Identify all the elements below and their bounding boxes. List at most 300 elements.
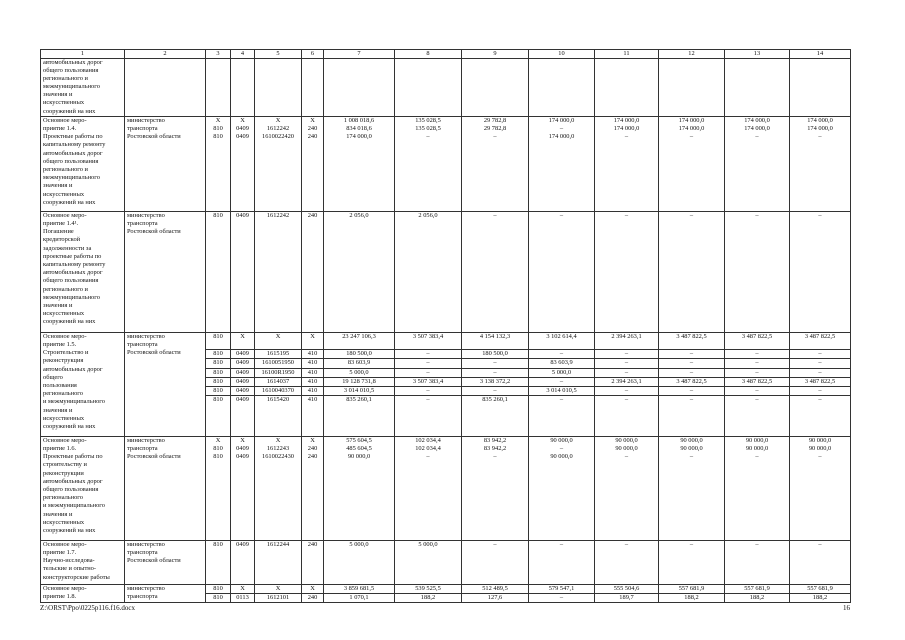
cell-line (326, 341, 392, 349)
table-cell (125, 436, 206, 540)
cell-line: 188,2 (395, 593, 461, 602)
table-cell (125, 58, 206, 116)
cell-line: и межмуниципального (43, 398, 105, 406)
cell-line: 127,6 (462, 593, 528, 602)
cell-line: 0409 (231, 395, 254, 404)
table-cell (395, 58, 462, 116)
cell-line: автомобильных дорог (43, 269, 103, 277)
cell-line: 539 525,5 (415, 584, 441, 592)
table-cell (302, 116, 324, 211)
cell-line: общего пользования (43, 485, 99, 493)
table-cell (206, 211, 231, 332)
cell-line: 188,2 (725, 593, 789, 602)
cell-line: проектные работы по (43, 252, 102, 260)
cell-line (727, 341, 787, 349)
cell-line: 174 000,0 (807, 125, 833, 132)
table-row (41, 436, 851, 540)
cell-line: 810 (213, 584, 223, 592)
cell-line: 810 (213, 133, 223, 141)
page-footer (40, 604, 850, 614)
cell-line: 83 603,9 (324, 358, 394, 367)
table-cell (206, 540, 231, 584)
table-cell (324, 211, 395, 332)
cell-line: – (689, 540, 694, 548)
table-cell (395, 540, 462, 584)
cell-line: 90 000,0 (615, 445, 638, 452)
cell-line: 3 487 822,5 (725, 377, 789, 386)
table-cell (790, 116, 851, 211)
cell-line: – (529, 593, 594, 602)
cell-line: – (755, 133, 759, 141)
cell-line: – (818, 453, 822, 461)
cell-line: – (725, 368, 789, 377)
cell-line: Основное меро- (43, 332, 87, 340)
table-cell (255, 584, 302, 602)
cell-line: – (493, 133, 497, 141)
table-cell (125, 116, 206, 211)
table-cell (790, 540, 851, 584)
cell-line: 0409 (231, 358, 254, 367)
column-number-12: 12 (659, 50, 725, 59)
cell-line: – (559, 125, 564, 132)
cell-line: значения и (43, 510, 73, 518)
column-number-4: 4 (231, 50, 255, 59)
cell-line: 174 000,0 (678, 116, 705, 124)
cell-line: 5 000,0 (324, 368, 394, 377)
cell-line: X (275, 436, 281, 444)
cell-line: 1614037 (255, 377, 301, 386)
table-cell (125, 332, 206, 436)
cell-line: 135 028,5 (415, 116, 441, 124)
cell-line: 83 942,2 (483, 436, 507, 444)
table-cell (206, 584, 231, 602)
cell-line: 810 (213, 125, 223, 132)
table-cell (529, 584, 595, 602)
cell-line: регионального (43, 390, 83, 398)
cell-line: регионального и (43, 74, 88, 82)
table-cell (255, 116, 302, 211)
table-cell (462, 58, 529, 116)
cell-line: 1 008 018,6 (343, 116, 375, 124)
table-cell (529, 211, 595, 332)
table-cell (324, 540, 395, 584)
table-cell (659, 58, 725, 116)
table-cell (725, 116, 790, 211)
table-cell (790, 211, 851, 332)
cell-line: 3 014 010,5 (529, 386, 594, 395)
cell-line: реконструкции (43, 469, 84, 477)
cell-line: – (755, 540, 759, 548)
cell-line: межмуниципального (43, 83, 100, 91)
table-row (41, 332, 851, 436)
cell-line: 90 000,0 (550, 436, 573, 444)
table-body (41, 58, 851, 603)
cell-line: сооружений на них (43, 526, 96, 534)
table-cell (725, 436, 790, 540)
column-number-6: 6 (302, 50, 324, 59)
table-cell (595, 584, 659, 602)
cell-line: 174 000,0 (744, 116, 770, 124)
table-cell (41, 436, 125, 540)
table-cell (231, 58, 255, 116)
table-cell (659, 540, 725, 584)
cell-line: министерство (127, 436, 165, 444)
cell-line: X (215, 436, 221, 444)
table-cell (659, 332, 725, 436)
cell-line: 29 782,8 (483, 116, 507, 124)
table-cell (231, 584, 255, 602)
cell-line: X (275, 116, 281, 124)
cell-line: – (755, 211, 759, 219)
cell-line: 2 056,0 (418, 211, 438, 219)
cell-line: 3 487 822,5 (676, 332, 707, 340)
cell-line: 2 394 263,1 (595, 377, 658, 386)
cell-line: 174 000,0 (613, 116, 640, 124)
cell-line: 557 681,9 (678, 584, 705, 592)
cell-line: – (755, 453, 759, 461)
table-cell (206, 116, 231, 211)
cell-line: – (595, 395, 658, 404)
table-cell (395, 211, 462, 332)
column-number-14: 14 (790, 50, 851, 59)
cell-line: 4 154 132,3 (479, 332, 511, 340)
table-cell (659, 211, 725, 332)
cell-line: – (595, 386, 658, 395)
cell-line (233, 341, 252, 349)
table-cell (725, 584, 790, 602)
cell-line (531, 341, 592, 349)
cell-line: 810 (206, 395, 230, 404)
table-cell (659, 584, 725, 602)
cell-line: X (240, 116, 245, 124)
table-cell (41, 116, 125, 211)
table-cell (231, 211, 255, 332)
table-cell (324, 584, 395, 602)
table-cell (41, 584, 125, 602)
cell-line: 0409 (231, 386, 254, 395)
cell-line: 810 (206, 593, 230, 602)
cell-line: 575 604,5 (346, 436, 372, 444)
table-cell (529, 540, 595, 584)
table-cell (125, 211, 206, 332)
cell-line: 1615420 (255, 395, 301, 404)
table-cell (725, 332, 790, 436)
cell-line: Научно-исследова- (43, 557, 95, 565)
table-cell (395, 584, 462, 602)
cell-line: – (725, 395, 789, 404)
table-cell (529, 116, 595, 211)
cell-line: общего (43, 373, 63, 381)
cell-line: – (493, 540, 497, 548)
cell-line: 29 782,8 (483, 125, 507, 132)
table-cell (790, 332, 851, 436)
cell-line: реконструкция (43, 357, 84, 365)
cell-line (792, 341, 848, 349)
cell-line: транспорта (127, 125, 158, 132)
cell-line: 3 138 372,2 (462, 377, 528, 386)
cell-line: 240 (307, 540, 318, 548)
cell-line: 90 000,0 (615, 436, 638, 444)
cell-line: 3 507 383,4 (395, 377, 461, 386)
table-cell (324, 58, 395, 116)
cell-line: X (310, 436, 315, 444)
cell-line: X (240, 436, 245, 444)
cell-line: межмуниципального (43, 293, 100, 301)
table-cell (255, 540, 302, 584)
table-cell (302, 332, 324, 436)
cell-line: 0409 (236, 445, 249, 452)
cell-line: значения и (43, 301, 73, 309)
cell-line: – (395, 395, 461, 404)
cell-line: Ростовской области (127, 349, 181, 357)
cell-line: 0409 (236, 540, 249, 548)
table-cell (529, 58, 595, 116)
cell-line: 557 681,9 (807, 584, 833, 592)
table-cell (790, 436, 851, 540)
table-cell (725, 540, 790, 584)
cell-line: – (462, 368, 528, 377)
table-cell (462, 116, 529, 211)
column-number-8: 8 (395, 50, 462, 59)
cell-line: сооружений на них (43, 198, 96, 206)
cell-line: Основное меро- (43, 116, 87, 124)
cell-line: задолженности за (43, 244, 92, 252)
cell-line: общего пользования (43, 66, 99, 74)
cell-line: X (215, 116, 221, 124)
cell-line: значения и (43, 182, 73, 190)
file-path: Z:\ORST\Ppo\0225p116.f16.docx (40, 604, 136, 612)
cell-line: 810 (206, 349, 230, 358)
cell-line: – (659, 395, 724, 404)
cell-line: транспорта (127, 445, 158, 452)
cell-line: 1612242 (266, 125, 290, 132)
cell-line: X (275, 332, 281, 340)
table-row (41, 58, 851, 116)
cell-line: – (689, 133, 694, 141)
table-row (41, 540, 851, 584)
cell-line: 174 000,0 (613, 125, 640, 132)
cell-line (304, 341, 321, 349)
table-cell (206, 436, 231, 540)
cell-line: – (395, 349, 461, 358)
table-cell (462, 584, 529, 602)
cell-line: 0113 (231, 593, 254, 602)
cell-line: – (624, 453, 629, 461)
cell-line: – (659, 358, 724, 367)
cell-line: – (624, 133, 629, 141)
cell-line: транспорта (127, 341, 158, 348)
table-cell (790, 58, 851, 116)
cell-line: 0409 (236, 453, 249, 461)
cell-line: – (659, 386, 724, 395)
table-cell (125, 540, 206, 584)
table-cell (324, 116, 395, 211)
cell-line: Ростовской области (127, 557, 181, 565)
cell-line: – (595, 349, 658, 358)
table-cell (231, 116, 255, 211)
cell-line: – (395, 358, 461, 367)
cell-line: 135 028,5 (415, 125, 441, 132)
cell-line: 180 500,0 (462, 349, 528, 358)
table-cell (595, 211, 659, 332)
table-row (41, 116, 851, 211)
cell-line: министерство (127, 540, 165, 548)
cell-line: 90 000,0 (347, 453, 371, 461)
table-cell (206, 58, 231, 116)
table-cell (790, 584, 851, 602)
cell-line: 90 000,0 (808, 436, 832, 444)
table-cell (206, 332, 231, 436)
cell-line: и межмуниципального (43, 502, 105, 510)
cell-line: приятие 1.7. (43, 549, 77, 556)
cell-line: 2 056,0 (349, 211, 369, 219)
table-cell (41, 332, 125, 436)
page-number: 16 (843, 604, 850, 612)
cell-line: – (659, 368, 724, 377)
cell-line: – (818, 133, 822, 141)
cell-line: – (493, 211, 497, 219)
table-cell (324, 332, 395, 436)
cell-line: 188,2 (659, 593, 724, 602)
cell-line: 1615195 (255, 349, 301, 358)
cell-line: – (493, 453, 497, 461)
table-cell (255, 436, 302, 540)
cell-line: регионального (43, 494, 83, 502)
table-cell (231, 332, 255, 436)
cell-line: – (559, 540, 564, 548)
table-cell (324, 436, 395, 540)
cell-line: межмуниципального (43, 174, 100, 182)
cell-line: пользования (43, 381, 77, 389)
cell-line: 0409 (231, 377, 254, 386)
cell-line: 557 681,9 (744, 584, 770, 592)
cell-line: 1612242 (266, 211, 290, 219)
cell-line: – (529, 349, 594, 358)
cell-line: 810 (213, 332, 223, 340)
cell-line: транспорта (127, 593, 158, 600)
cell-line: 240 (307, 453, 318, 461)
cell-line: 174 000,0 (744, 125, 770, 132)
cell-line (661, 341, 722, 349)
table-cell (231, 540, 255, 584)
cell-line: 3 859 681,5 (343, 584, 375, 592)
cell-line: 90 000,0 (680, 436, 703, 444)
column-number-1: 1 (41, 50, 125, 59)
cell-line: – (595, 368, 658, 377)
cell-line: приятие 1.8. (43, 593, 77, 600)
cell-line: 240 (307, 125, 318, 132)
cell-line: Проектные работы по (43, 453, 103, 461)
cell-line: – (529, 377, 594, 386)
cell-line: X (240, 584, 245, 592)
cell-line: 90 000,0 (550, 453, 573, 461)
cell-line: – (725, 358, 789, 367)
cell-line: 410 (302, 349, 323, 358)
cell-line: 810 (206, 377, 230, 386)
table-cell (41, 211, 125, 332)
cell-line: – (462, 358, 528, 367)
cell-line: – (559, 445, 564, 452)
cell-line: приятие 1.4¹. (43, 220, 79, 227)
cell-line: – (689, 211, 694, 219)
table-cell (462, 540, 529, 584)
cell-line: – (790, 386, 850, 395)
cell-line: 410 (302, 386, 323, 395)
cell-line (257, 341, 299, 349)
cell-line: – (790, 349, 850, 358)
table-cell (302, 584, 324, 602)
cell-line: транспорта (127, 549, 158, 556)
cell-line: 810 (206, 386, 230, 395)
cell-line: 0409 (236, 133, 249, 141)
cell-line: 90 000,0 (680, 445, 703, 452)
table-cell (659, 116, 725, 211)
cell-line: 5 000,0 (349, 540, 369, 548)
cell-line: 23 247 106,3 (342, 332, 376, 340)
cell-line: искусственных (43, 310, 85, 318)
column-number-7: 7 (324, 50, 395, 59)
cell-line: X (310, 332, 315, 340)
cell-line: – (790, 368, 850, 377)
document-page (40, 49, 850, 603)
cell-line (397, 341, 459, 349)
cell-line: 174 000,0 (807, 116, 833, 124)
cell-line: 1610022420 (262, 133, 294, 141)
table-cell (395, 332, 462, 436)
cell-line: X (310, 584, 315, 592)
cell-line: 3 487 822,5 (790, 377, 850, 386)
cell-line: министерство (127, 332, 165, 340)
cell-line: Основное меро- (43, 436, 87, 444)
cell-line: регионального и (43, 165, 88, 173)
cell-line: капитальному ремонту (43, 141, 106, 149)
cell-line: 3 487 822,5 (804, 332, 836, 340)
cell-line: – (559, 211, 564, 219)
cell-line: 189,7 (595, 593, 658, 602)
table-cell (41, 58, 125, 116)
cell-line: – (624, 540, 629, 548)
table-row (41, 584, 851, 602)
table-cell (462, 436, 529, 540)
cell-line: 180 500,0 (324, 349, 394, 358)
cell-line: сооружений на них (43, 318, 96, 326)
cell-line: 240 (302, 593, 323, 602)
cell-line: – (689, 453, 694, 461)
cell-line: 1612101 (255, 593, 301, 602)
cell-line: автомобильных дорог (43, 149, 103, 157)
cell-line: 410 (302, 358, 323, 367)
table-cell (255, 332, 302, 436)
cell-line: 1612244 (266, 540, 290, 548)
cell-line: 83 603,9 (529, 358, 594, 367)
cell-line: 3 487 822,5 (659, 377, 724, 386)
table-cell (255, 211, 302, 332)
cell-line: Ростовской области (127, 453, 181, 461)
cell-line: Строительство и (43, 349, 89, 357)
table-cell (659, 436, 725, 540)
cell-line: Ростовской области (127, 133, 181, 141)
cell-line: автомобильных дорог (43, 477, 103, 485)
cell-line: – (529, 395, 594, 404)
cell-line: X (240, 332, 245, 340)
cell-line: регионального и (43, 285, 88, 293)
cell-line: – (426, 133, 430, 141)
table-cell (125, 584, 206, 602)
budget-table (40, 49, 851, 603)
cell-line: 240 (307, 445, 318, 452)
cell-line: приятие 1.5. (43, 341, 77, 348)
cell-line: 410 (302, 395, 323, 404)
